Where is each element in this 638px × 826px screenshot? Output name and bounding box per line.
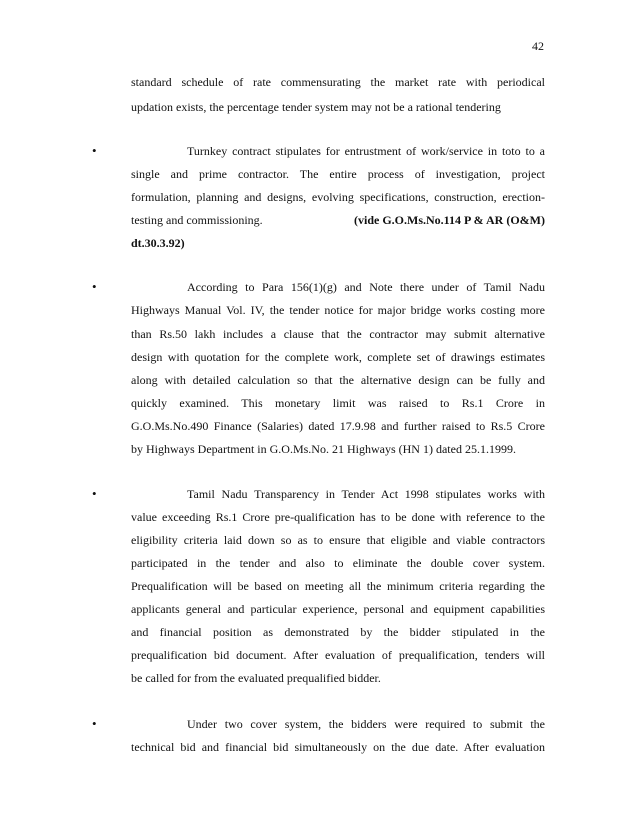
p2-line-7: G.O.Ms.No.490 Finance (Salaries) dated 17.9.98 and further raised to Rs.5 Crore bbox=[131, 419, 545, 433]
p2-line-2: Highways Manual Vol. IV, the tender notice for major bridge works costing more bbox=[131, 303, 545, 317]
p2-line-8: by Highways Department in G.O.Ms.No. 21 Highways (HN 1) dated 25.1.1999. bbox=[131, 442, 516, 456]
p3-line-9: be called for from the evaluated prequalified bidder. bbox=[131, 671, 381, 685]
p3-line-3: eligibility criteria laid down so as to ensure that eligible and viable contractors bbox=[131, 533, 545, 547]
bullet-3: • bbox=[92, 486, 97, 501]
intro-line-1: standard schedule of rate commensurating the market rate with periodical bbox=[131, 75, 545, 89]
p2-line-5: along with detailed calculation so that the alternative design can be fully and bbox=[131, 373, 545, 387]
p2-line-4: design with quotation for the complete work, complete set of drawings estimates bbox=[131, 350, 545, 364]
p3-line-4: participated in the tender and also to eliminate the double cover system. bbox=[131, 556, 545, 570]
p1-line-4-text: testing and commissioning. bbox=[131, 213, 263, 227]
p2-line-6: quickly examined. This monetary limit was raised to Rs.1 Crore in bbox=[131, 396, 545, 410]
p4-line-1: Under two cover system, the bidders were required to submit the bbox=[187, 717, 545, 731]
bullet-2: • bbox=[92, 279, 97, 294]
p3-line-8: prequalification bid document. After evaluation of prequalification, tenders will bbox=[131, 648, 545, 662]
bullet-1: • bbox=[92, 143, 97, 158]
p3-line-7: and financial position as demonstrated by the bidder stipulated in the bbox=[131, 625, 545, 639]
p1-reference-cont: dt.30.3.92) bbox=[131, 236, 185, 250]
p3-line-6: applicants general and particular experience, personal and equipment capabilities bbox=[131, 602, 545, 616]
intro-line-2: updation exists, the percentage tender system may not be a rational tendering bbox=[131, 100, 501, 114]
p2-line-3: than Rs.50 lakh includes a clause that the contractor may submit alternative bbox=[131, 327, 545, 341]
p1-line-5 bbox=[131, 236, 545, 250]
p3-line-1: Tamil Nadu Transparency in Tender Act 1998 stipulates works with bbox=[187, 487, 545, 501]
p1-line-2: single and prime contractor. The entire process of investigation, project bbox=[131, 167, 545, 181]
bullet-4: • bbox=[92, 716, 97, 731]
p3-line-5: Prequalification will be based on meeting all the minimum criteria regarding the bbox=[131, 579, 545, 593]
p1-line-1: Turnkey contract stipulates for entrustment of work/service in toto to a bbox=[187, 144, 545, 158]
p1-line-3: formulation, planning and designs, evolving specifications, construction, erection- bbox=[131, 190, 545, 204]
p4-line-2: technical bid and financial bid simultaneously on the due date. After evaluation bbox=[131, 740, 545, 754]
p1-reference: (vide G.O.Ms.No.114 P & AR (O&M) bbox=[354, 213, 545, 227]
page-number: 42 bbox=[532, 39, 544, 53]
p1-line-4 bbox=[131, 213, 545, 227]
p2-line-1: According to Para 156(1)(g) and Note there under of Tamil Nadu bbox=[187, 280, 545, 294]
p3-line-2: value exceeding Rs.1 Crore pre-qualification has to be done with reference to the bbox=[131, 510, 545, 524]
